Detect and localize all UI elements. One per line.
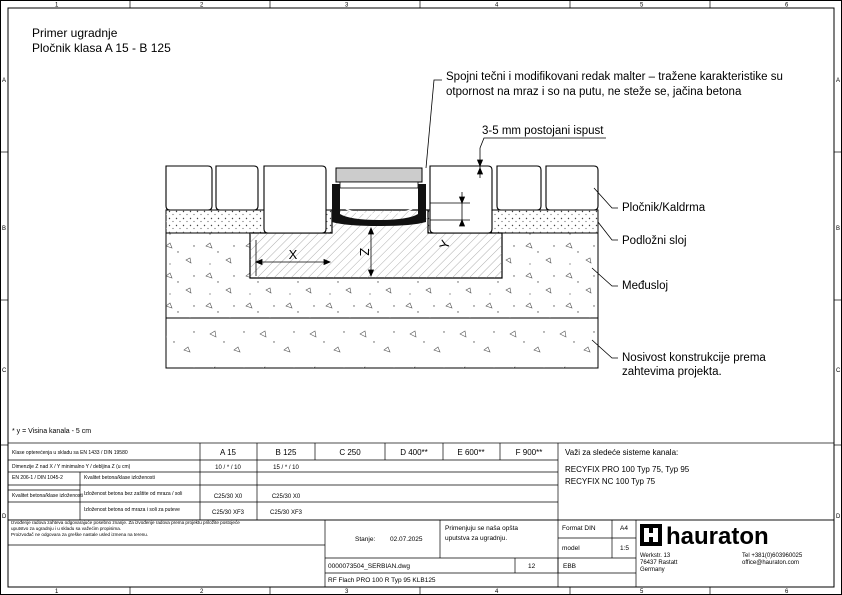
page-number: 12 <box>528 563 536 570</box>
base-label-line2: zahtevima projekta. <box>622 366 722 378</box>
class-e600: E 600** <box>457 448 485 457</box>
col-label: 6 <box>785 2 789 9</box>
dimension-z-label: Z <box>357 248 372 256</box>
col-label: 2 <box>200 2 204 9</box>
drawing-code: EBB <box>563 563 577 570</box>
paving-stone <box>166 166 212 210</box>
concrete-quality-label: Kvalitet betona/klase izloženosti <box>84 475 155 481</box>
instruction-line1: Primenjuju se naša opšta <box>445 525 518 532</box>
systems-title: Važi za sledeće sisteme kanala: <box>565 448 679 457</box>
col-label: 3 <box>345 589 349 595</box>
drawing-title-line1: Primer ugradnje <box>32 26 118 40</box>
intermediate-label: Međusloj <box>622 280 669 292</box>
drawing-title: RF Flach PRO 100 R Typ 95 KLB125 <box>328 577 436 584</box>
row-label: B <box>836 226 841 232</box>
col-label: 5 <box>640 589 644 595</box>
salt-value-b125: C25/30 XF3 <box>269 510 303 516</box>
mortar-note-line2: otpornost na mraz i so na putu, ne steže se, jačina betona <box>446 86 742 98</box>
channel-grating <box>336 168 422 182</box>
norm-label: EN 206-1 / DIN 1045-2 <box>12 475 63 481</box>
row-label: A <box>836 78 841 84</box>
offset-note: 3-5 mm postojani ispust <box>482 125 604 137</box>
address-line3: Germany <box>640 567 665 573</box>
concrete-label: Kvalitet betona/klase izloženosti <box>12 493 83 499</box>
salt-value-a15: C25/30 XF3 <box>211 510 245 516</box>
bedding-label: Podložni sloj <box>622 235 687 247</box>
phone: Tel +381(0)603960025 <box>742 553 803 559</box>
row-label: D <box>836 514 841 520</box>
col-label: 6 <box>785 589 789 595</box>
instruction-line2: uputstva za ugradnju. <box>445 535 508 542</box>
col-label: 3 <box>345 2 349 9</box>
col-label: 5 <box>640 2 644 9</box>
row-label: D <box>2 514 7 520</box>
leader-offset <box>480 138 606 148</box>
col-label: 4 <box>495 589 499 595</box>
pavement-label: Pločnik/Kaldrma <box>622 202 706 214</box>
leader-bedding <box>598 222 618 240</box>
dims-value-a15: 10 / * / 10 <box>215 465 241 471</box>
note-line1: Izvođenje radova zahteva odgovarajuće posebno znanje. Za izvođenje radova prema projektu priložite postojeće <box>11 520 240 525</box>
offset-marker <box>478 148 483 178</box>
mortar-note-line1: Spojni tečni i modifikovani redak malter – tražene karakteristike su <box>446 71 783 83</box>
note-line3: Proizvođač ne odgovara za greške nastale usled izmena na terenu. <box>11 532 149 537</box>
row-label: C <box>2 368 7 374</box>
paving-stone <box>546 166 598 210</box>
frost-value-a15: C25/30 X0 <box>213 494 243 500</box>
address-line1: Werkstr. 13 <box>640 553 671 559</box>
file-name: 0000073504_SERBIAN.dwg <box>328 563 411 570</box>
paving-stone <box>497 166 541 210</box>
hauraton-logo <box>640 523 769 550</box>
dimension-y-label: Y <box>436 237 454 252</box>
col-label: 2 <box>200 589 204 595</box>
leader-mortar <box>426 80 442 168</box>
salt-label: Izloženost betona od mraza i soli za puteve <box>84 507 180 513</box>
cross-section <box>166 148 598 368</box>
model-label: model <box>562 545 580 552</box>
format-label: Format DIN <box>562 525 596 532</box>
channel-grating-frame <box>340 182 418 188</box>
drawing-title-line2: Pločnik klasa A 15 - B 125 <box>32 41 171 55</box>
table-header-label: Klase opterećenja u skladu sa EN 1433 / DIN 19580 <box>12 450 128 456</box>
dims-row-label: Dimenzije Z nad X / Y minimalno Y / debljina Z (u cm) <box>12 464 131 470</box>
class-b125: B 125 <box>275 448 297 457</box>
class-a15: A 15 <box>219 448 237 457</box>
paving-stone <box>264 166 326 233</box>
class-c250: C 250 <box>339 448 361 457</box>
row-label: C <box>836 368 841 374</box>
dims-value-b125: 15 / * / 10 <box>273 465 299 471</box>
stanje-label: Stanje: <box>355 536 376 543</box>
row-label: A <box>2 78 7 84</box>
email: office@hauraton.com <box>742 560 800 566</box>
row-label: B <box>2 226 7 232</box>
col-label: 1 <box>55 589 59 595</box>
address-line2: 76437 Rastatt <box>640 560 678 566</box>
col-label: 1 <box>55 2 59 9</box>
footnote: * y = Visina kanala - 5 cm <box>12 428 92 435</box>
note-line2: uputstvo za ugradnju i u skladu sa važećim propisima. <box>11 526 122 531</box>
format-value: A4 <box>620 525 628 532</box>
model-value: 1:5 <box>620 545 630 552</box>
system-1: RECYFIX PRO 100 Typ 75, Typ 95 <box>565 465 690 474</box>
system-2: RECYFIX NC 100 Typ 75 <box>565 477 656 486</box>
stanje-date: 02.07.2025 <box>390 536 423 543</box>
base-label-line1: Nosivost konstrukcije prema <box>622 352 766 364</box>
paving-stone <box>216 166 258 210</box>
class-d400: D 400** <box>400 448 428 457</box>
frost-label: Izloženost betona bez zaštite od mraza / soli <box>84 491 183 497</box>
col-label: 4 <box>495 2 499 9</box>
base-layer-texture <box>166 318 598 368</box>
class-f900: F 900** <box>515 448 543 457</box>
frost-value-b125: C25/30 X0 <box>271 494 301 500</box>
dimension-x-label: X <box>288 247 298 262</box>
company-name: hauraton <box>666 523 769 550</box>
